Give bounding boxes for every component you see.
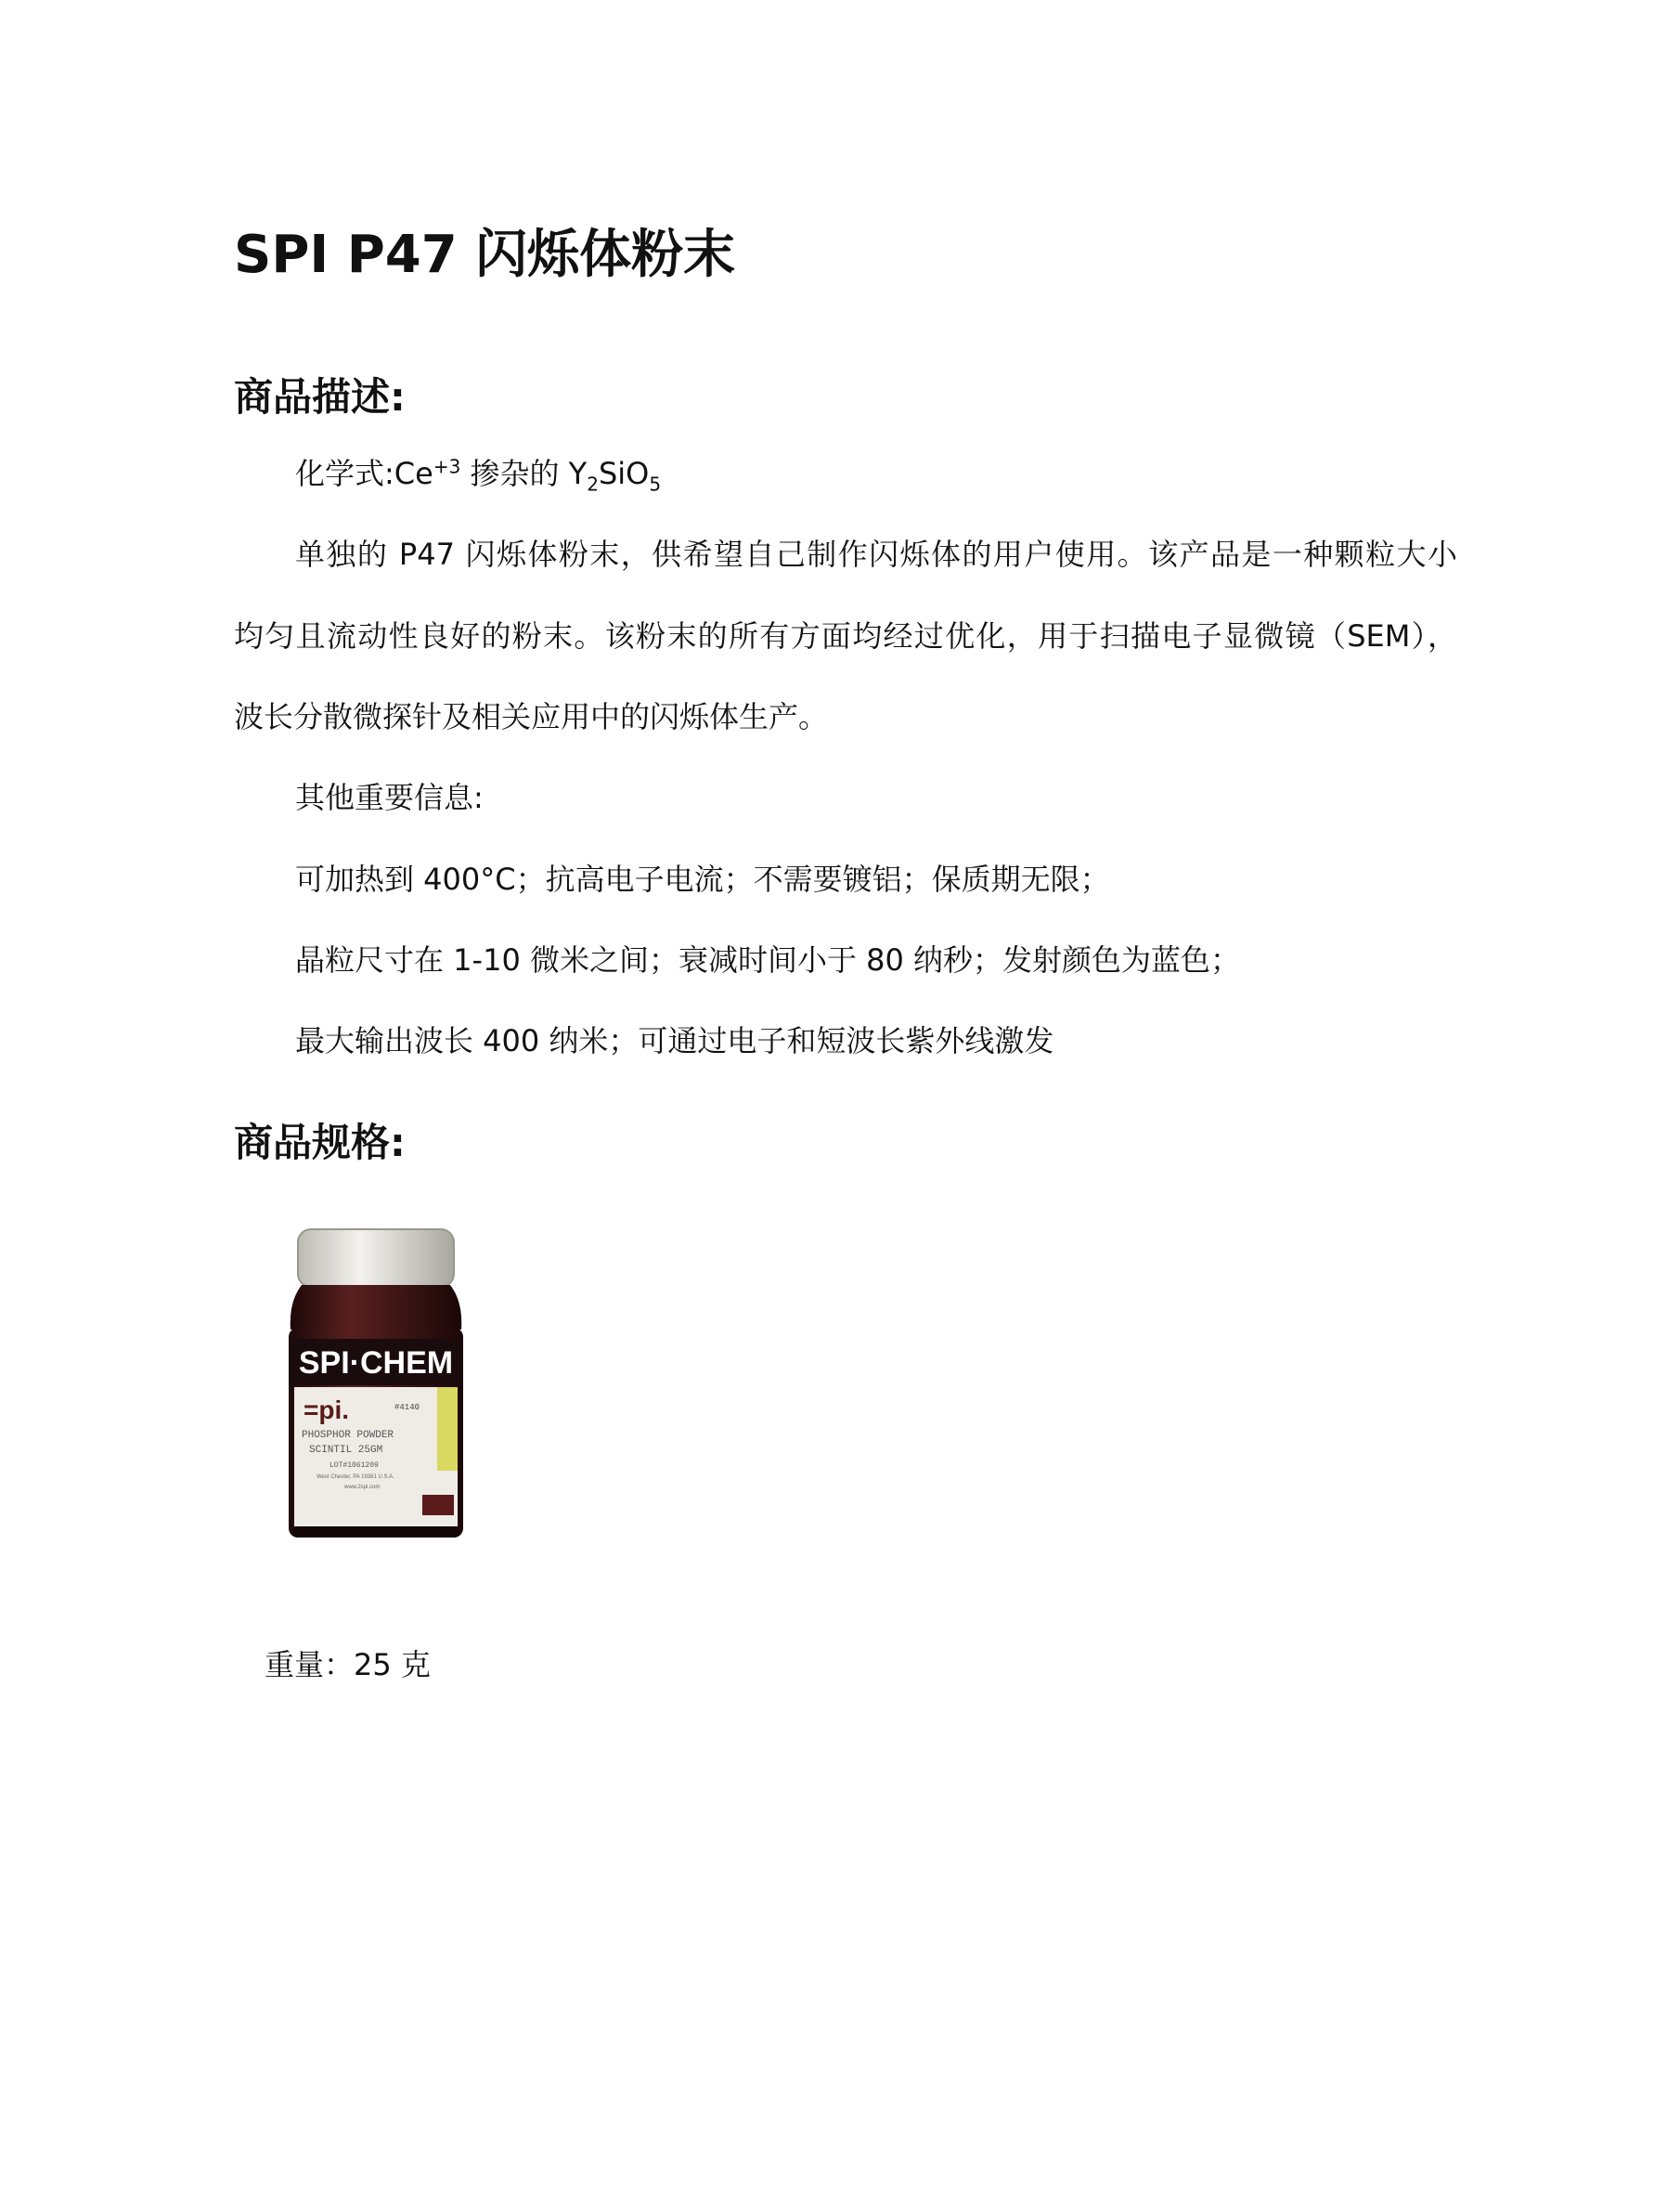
label-name-line-2: SCINTIL 25GM (309, 1445, 383, 1456)
label-web: www.2spi.com (344, 1485, 381, 1490)
label-lot: LOT#1061209 (330, 1461, 379, 1470)
brand-text: SPI·CHEM (298, 1345, 454, 1381)
other-info-line-1: 可加热到 400°C；抗高电子电流；不需要镀铝；保质期无限； (295, 862, 1110, 897)
specs-heading: 商品规格: (234, 1120, 406, 1165)
formula-y-sub: 2 (587, 473, 599, 496)
formula-label: 化学式: (295, 456, 394, 491)
description-line-1: 单独的 P47 闪烁体粉末，供希望自己制作闪烁体的用户使用。该产品是一种颗粒大小 (295, 537, 1457, 572)
label-corner-logo (422, 1495, 454, 1515)
label-name-line-1: PHOSPHOR POWDER (302, 1430, 394, 1441)
page-title: SPI P47 闪烁体粉末 (234, 225, 736, 285)
description-line-3: 波长分散微探针及相关应用中的闪烁体生产。 (234, 699, 829, 734)
catalog-number: #4140 (394, 1403, 420, 1412)
formula-y: Y (568, 456, 588, 491)
bottle-shoulder (291, 1285, 462, 1330)
formula-ce: Ce (394, 456, 433, 491)
other-info-line-2: 晶粒尺寸在 1-10 微米之间；衰减时间小于 80 纳秒；发射颜色为蓝色； (295, 942, 1241, 978)
description-heading: 商品描述: (234, 374, 406, 420)
other-info-line-3: 最大输出波长 400 纳米；可通过电子和短波长紫外线激发 (295, 1023, 1054, 1058)
label-address: West Chester, PA 19381 U.S.A. (317, 1474, 394, 1480)
product-bottle-image (283, 1227, 469, 1552)
formula-mid: 掺杂的 (460, 456, 569, 491)
other-info-label: 其他重要信息: (295, 780, 484, 815)
bottle-base (292, 1526, 459, 1538)
product-weight: 重量：25 克 (265, 1647, 431, 1682)
description-line-2: 均匀且流动性良好的粉末。该粉末的所有方面均经过优化，用于扫描电子显微镜（SEM）， (234, 618, 1457, 654)
formula-ce-charge: +3 (433, 455, 461, 478)
label-sticker (437, 1387, 458, 1471)
chemical-formula (295, 450, 662, 496)
formula-sio: SiO (598, 456, 650, 491)
spi-logo: =pi. (304, 1395, 350, 1424)
bottle-cap (298, 1229, 454, 1287)
formula-o-sub: 5 (649, 473, 662, 496)
